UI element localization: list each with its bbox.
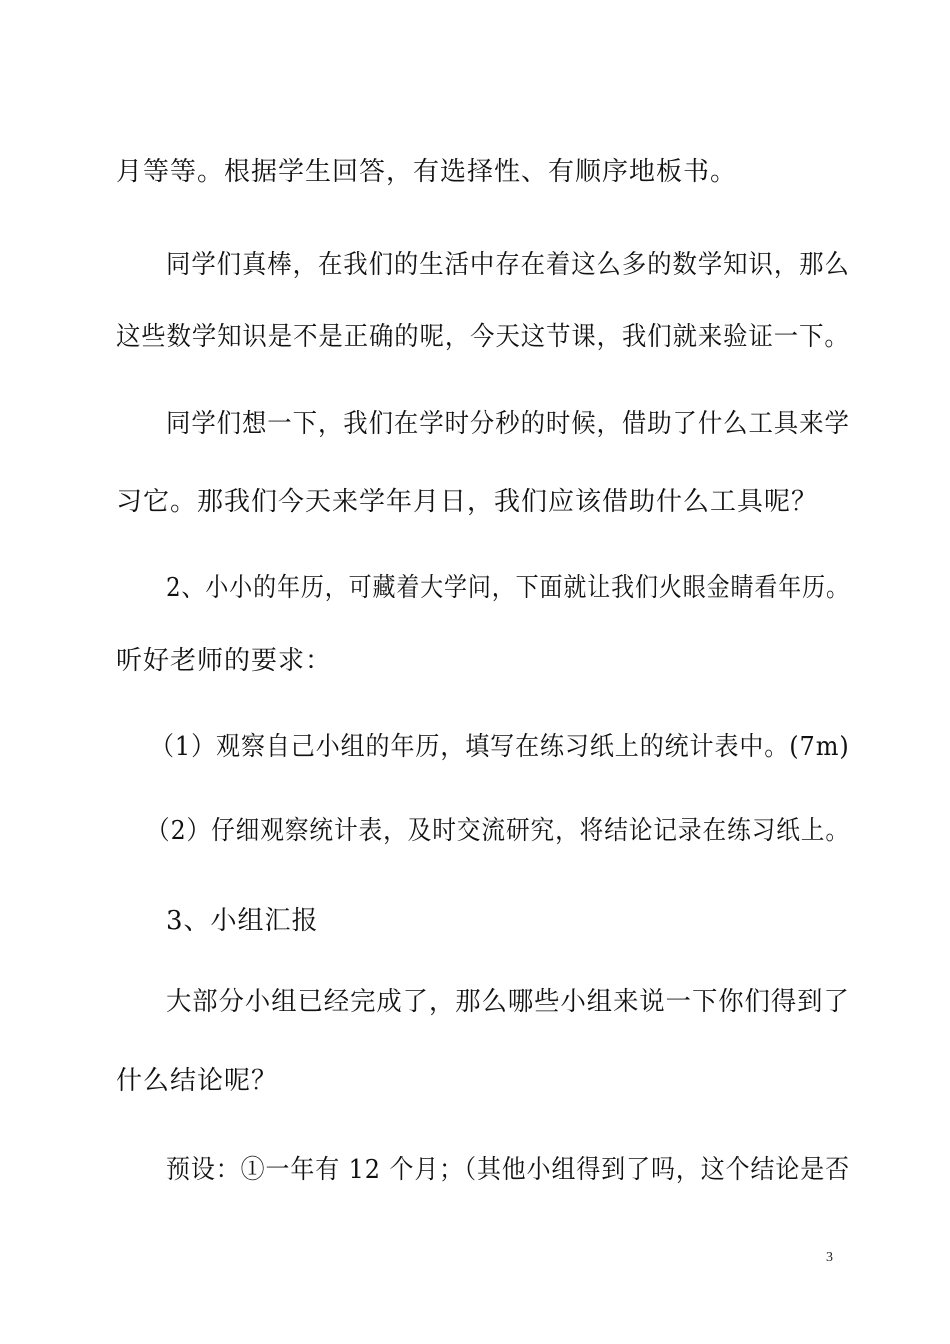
page-number: 3 [826, 1250, 833, 1265]
text-line: 同学们想一下，我们在学时分秒的时候，借助了什么工具来学 [166, 409, 850, 439]
text-line: 这些数学知识是不是正确的呢，今天这节课，我们就来验证一下。 [116, 322, 850, 352]
text-line: 什么结论呢？ [116, 1066, 279, 1096]
text-line: 听好老师的要求： [116, 646, 333, 676]
text-line: 预设：①一年有 12 个月；（其他小组得到了吗，这个结论是否 [166, 1155, 850, 1185]
text-line: 习它。那我们今天来学年月日，我们应该借助什么工具呢？ [116, 487, 819, 517]
text-line: 月等等。根据学生回答，有选择性、有顺序地板书。 [116, 157, 738, 187]
text-line: 同学们真棒，在我们的生活中存在着这么多的数学知识，那么 [166, 250, 850, 280]
text-line: （2）仔细观察统计表，及时交流研究，将结论记录在练习纸上。 [146, 816, 850, 846]
text-line: 3、小组汇报 [166, 906, 319, 936]
text-line: 大部分小组已经完成了，那么哪些小组来说一下你们得到了 [166, 987, 850, 1017]
text-line: 2、小小的年历，可藏着大学问，下面就让我们火眼金睛看年历。 [166, 573, 850, 603]
text-line: （1）观察自己小组的年历，填写在练习纸上的统计表中。(7m) [150, 732, 850, 762]
